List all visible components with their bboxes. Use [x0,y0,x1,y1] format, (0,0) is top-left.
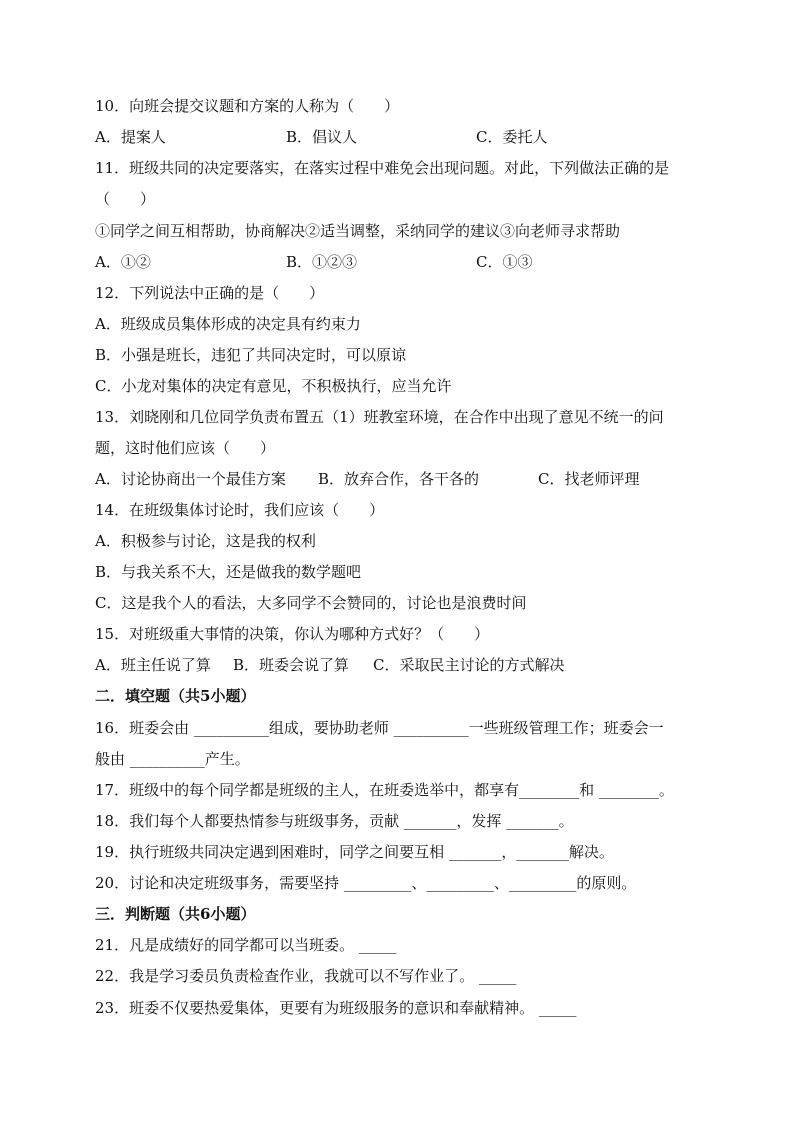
question-14-option-a: A．积极参与讨论，这是我的权利 [95,532,316,550]
question-11-statements: ①同学之间互相帮助，协商解决②适当调整，采纳同学的建议③向老师寻求帮助 [95,222,621,240]
question-14-option-b: B．与我关系不大，还是做我的数学题吧 [95,563,362,581]
question-16-line2: 般由 __________产生。 [95,750,250,768]
question-11-option-a: A．①② [95,253,151,271]
section-3-title: 三．判断题（共6小题） [95,905,256,923]
question-14-option-c: C．这是我个人的看法，大多同学不会赞同的，讨论也是浪费时间 [95,594,527,612]
question-11-option-b: B．①②③ [286,253,358,271]
question-15-option-c: C．采取民主讨论的方式解决 [373,656,565,674]
question-11-option-c: C．①③ [476,253,533,271]
question-19: 19．执行班级共同决定遇到困难时，同学之间要互相 _______，_______解决。 [95,843,614,861]
question-14-stem: 14．在班级集体讨论时，我们应该（ ） [95,501,385,519]
question-10-stem: 10．向班会提交议题和方案的人称为（ ） [95,97,400,115]
question-10-option-b: B．倡议人 [286,128,358,146]
question-13-stem-line1: 13．刘晓刚和几位同学负责布置五（1）班教室环境，在合作中出现了意见不统一的问 [95,408,664,426]
question-11-stem-line1: 11．班级共同的决定要落实，在落实过程中难免会出现问题。对此，下列做法正确的是 [95,159,670,177]
question-13-option-a: A．讨论协商出一个最佳方案 [95,470,286,488]
question-13-stem-line2: 题，这时他们应该（ ） [95,439,276,457]
question-12-option-a: A．班级成员集体形成的决定具有约束力 [95,315,361,333]
section-2-title: 二．填空题（共5小题） [95,687,256,705]
question-16-line1: 16．班委会由 __________组成，要协助老师 __________一些班级管理工作；班委会一 [95,719,664,737]
question-10-option-a: A．提案人 [95,128,166,146]
question-17: 17．班级中的每个同学都是班级的主人，在班委选举中，都享有________和 ________。 [95,781,674,799]
question-12-stem: 12．下列说法中正确的是（ ） [95,284,325,302]
question-21: 21．凡是成绩好的同学都可以当班委。 _____ [95,936,397,954]
question-12-option-c: C．小龙对集体的决定有意见，不积极执行，应当允许 [95,377,452,395]
question-11-stem-line2: （ ） [95,190,156,208]
question-13-option-b: B．放弃合作，各干各的 [318,470,480,488]
question-12-option-b: B．小强是班长，违犯了共同决定时，可以原谅 [95,346,407,364]
question-13-option-c: C．找老师评理 [538,470,640,488]
question-18: 18．我们每个人都要热情参与班级事务，贡献 _______，发挥 _______。 [95,812,574,830]
question-22: 22．我是学习委员负责检查作业，我就可以不写作业了。 _____ [95,967,517,985]
question-15-option-a: A．班主任说了算 [95,656,211,674]
question-15-option-b: B．班委会说了算 [233,656,350,674]
question-10-option-c: C．委托人 [476,128,548,146]
question-23: 23．班委不仅要热爱集体，更要有为班级服务的意识和奉献精神。 _____ [95,999,577,1017]
question-20: 20．讨论和决定班级事务，需要坚持 _________、_________、_________的原则。 [95,874,637,892]
question-15-stem: 15．对班级重大事情的决策，你认为哪种方式好？（ ） [95,625,490,643]
